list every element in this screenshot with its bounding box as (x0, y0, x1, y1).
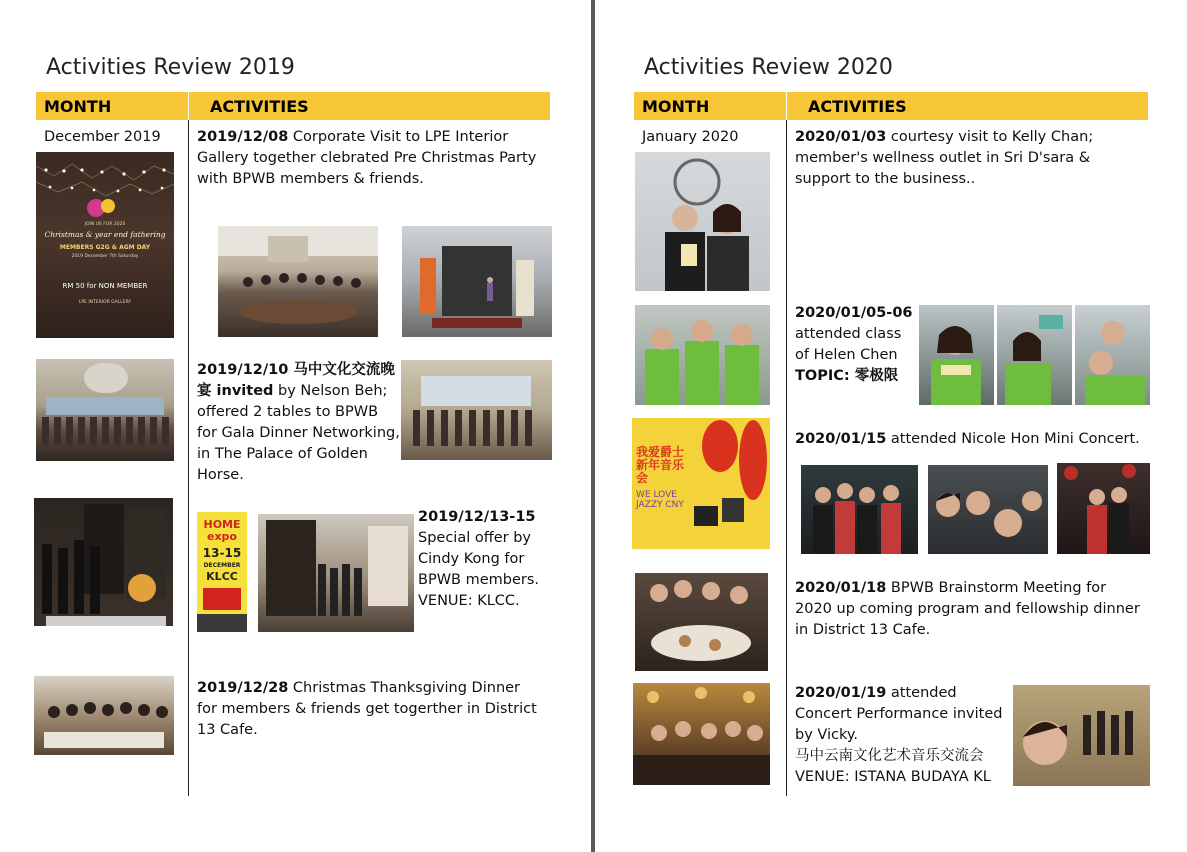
kelly-chan-visit-photo (635, 152, 770, 291)
helen-chen-photo-3 (1075, 305, 1150, 405)
poster-line-3: MEMBERS G2G & AGM DAY (59, 244, 151, 251)
entry-date: 2020/01/19 (795, 685, 887, 701)
christmas-poster-image (36, 152, 174, 338)
brainstorm-meeting-photo (635, 573, 768, 671)
thanksgiving-dinner-photo (34, 676, 174, 755)
header-activities: ACTIVITIES (210, 97, 309, 116)
page-divider (591, 0, 595, 852)
entry-date: 2020/01/15 (795, 431, 887, 447)
poster-line-4: 2019 December 7th Saturday (71, 254, 139, 259)
helen-chen-photo-2 (997, 305, 1072, 405)
concert-photo-2 (928, 465, 1048, 554)
gala-dinner-photo (36, 359, 174, 461)
gallery-entrance-photo (402, 226, 552, 337)
page-title-2020: Activities Review 2020 (644, 55, 893, 80)
home-expo-poster (197, 512, 247, 632)
expo-venue: KLCC (206, 570, 238, 583)
expo-dates: 13-15 (202, 546, 242, 560)
entry-2019-12-10 (197, 360, 402, 486)
entry-date: 2019/12/08 (197, 129, 289, 145)
jazz-cn-title: 我爱爵士新年音乐会 (636, 445, 685, 485)
entry-text: attended Nicole Hon Mini Concert. (886, 431, 1140, 447)
entry-line-2: of Helen Chen (795, 347, 898, 363)
entry-text: Corporate Visit to LPE Interior Gallery together clebrated Pre Christmas Party with BPWB members & friends. (197, 129, 537, 187)
poster-line-1: JOIN US FOR 2020 (84, 222, 126, 227)
helen-chen-photo-1 (919, 305, 994, 405)
entry-venue: VENUE: ISTANA BUDAYA KL (795, 769, 991, 785)
expo-home: HOME (203, 518, 241, 531)
expo-group-photo (34, 498, 173, 626)
entry-text: Special offer by Cindy Kong for BPWB members. VENUE: KLCC. (418, 530, 540, 609)
entry-2019-12-13 (418, 507, 550, 612)
column-divider-2020 (786, 120, 787, 796)
topic-value: 零极限 (854, 368, 899, 384)
header-activities: ACTIVITIES (808, 97, 907, 116)
expo-word: expo (207, 530, 237, 543)
expo-banner (203, 588, 241, 610)
header-month: MONTH (642, 97, 710, 116)
entry-text: attended Concert Performance invited by Vicky. (795, 685, 1003, 743)
month-label: January 2020 (642, 129, 739, 145)
poster-line-6: LPE INTERIOR GALLERY (78, 300, 132, 305)
header-separator (786, 92, 787, 120)
topic-label: TOPIC: (795, 368, 855, 384)
entry-2020-01-18 (795, 578, 1147, 641)
entry-text: BPWB Brainstorm Meeting for 2020 up coming program and fellowship dinner in District 13 Cafe. (795, 580, 1140, 638)
entry-date: 2019/12/10 马中文化交流晚宴 invited (197, 362, 395, 399)
poster-line-2: Christmas & year end fathering (44, 230, 166, 239)
column-divider-2019 (188, 120, 189, 796)
concert-photo-1 (801, 465, 918, 554)
istana-budaya-concert-photo (633, 683, 770, 785)
jazz-en-title: WE LOVE JAZZY CNY (636, 490, 684, 510)
vicky-selfie-photo (1013, 685, 1150, 786)
gala-stage-photo (401, 360, 552, 460)
entry-date: 2020/01/18 (795, 580, 887, 596)
entry-2020-01-03 (795, 127, 1105, 190)
entry-text: Christmas Thanksgiving Dinner for members & friends get togerther in District 13 Cafe. (197, 680, 537, 738)
poster-line-5: RM 50 for NON MEMBER (62, 282, 148, 290)
entry-text: by Nelson Beh; offered 2 tables to BPWB for Gala Dinner Networking, in The Palace of Golden Horse. (197, 383, 400, 483)
entry-2019-12-28 (197, 678, 542, 741)
concert-photo-3 (1057, 463, 1150, 554)
entry-text: courtesy visit to Kelly Chan; member's wellness outlet in Sri D'sara & support to the business.. (795, 129, 1094, 187)
entry-2020-01-05 (795, 303, 915, 387)
header-separator (188, 92, 189, 120)
entry-2019-12-08 (197, 127, 537, 190)
expo-booth-photo (258, 514, 414, 632)
entry-2020-01-15 (795, 429, 1145, 450)
gallery-group-photo (218, 226, 378, 337)
entry-date: 2020/01/05-06 (795, 305, 913, 321)
helen-chen-class-photo (635, 305, 770, 405)
page-title-2019: Activities Review 2019 (46, 55, 295, 80)
entry-date: 2019/12/28 (197, 680, 289, 696)
expo-footer (197, 614, 247, 632)
jazzy-cny-poster (632, 418, 770, 549)
entry-date: 2019/12/13-15 (418, 509, 536, 525)
expo-month: DECEMBER (203, 562, 241, 569)
month-label: December 2019 (44, 129, 161, 145)
entry-2020-01-19 (795, 683, 1015, 788)
entry-line-1: attended class (795, 326, 902, 342)
header-month: MONTH (44, 97, 112, 116)
entry-date: 2020/01/03 (795, 129, 887, 145)
entry-line-cn: 马中云南文化艺术音乐交流会 (795, 748, 984, 764)
